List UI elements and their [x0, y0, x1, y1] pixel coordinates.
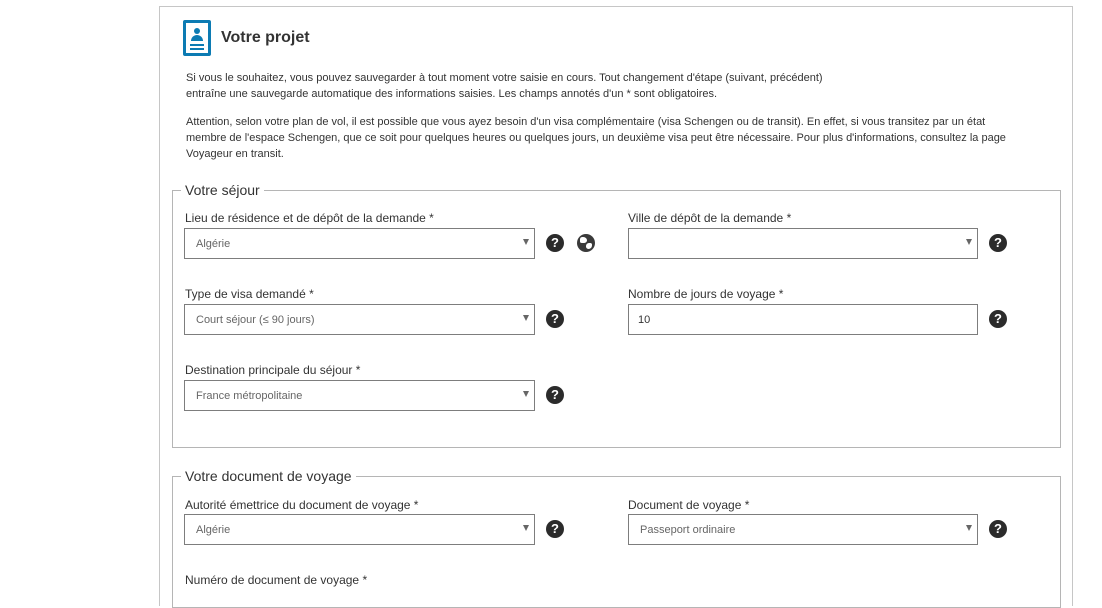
help-icon[interactable]: ? — [546, 520, 564, 538]
attention-line: membre de l'espace Schengen, que ce soit pour quelques heures ou quelques jours, un deuxième visa peut être nécessaire. Pour plus d'informations, consultez la page — [186, 132, 1006, 144]
destination-label: Destination principale du séjour * — [185, 363, 361, 377]
help-icon[interactable]: ? — [989, 234, 1007, 252]
jours-input[interactable]: 10 — [628, 304, 978, 335]
dropdown-caret-icon — [523, 239, 529, 245]
document-type-value: Passeport ordinaire — [640, 523, 736, 536]
residence-select[interactable] — [184, 228, 535, 259]
type-visa-label: Type de visa demandé * — [185, 287, 314, 301]
attention-line: Attention, selon votre plan de vol, il est possible que vous ayez besoin d'un visa complémentaire (visa Schengen ou de transit). En effet, si vous transitez par un état — [186, 116, 986, 128]
section-header — [183, 20, 310, 56]
numero-label: Numéro de document de voyage * — [185, 573, 368, 587]
residence-value: Algérie — [196, 237, 231, 250]
dropdown-caret-icon — [966, 525, 972, 531]
document-type-label: Document de voyage * — [628, 498, 750, 512]
destination-select[interactable] — [184, 380, 535, 411]
help-icon[interactable]: ? — [546, 310, 564, 328]
intro-line: Si vous le souhaitez, vous pouvez sauvegarder à tout moment votre saisie en cours. Tout changement d'étape (suivant, précédent) — [186, 72, 823, 84]
autorite-label: Autorité émettrice du document de voyage * — [185, 498, 419, 512]
sejour-legend: Votre séjour — [185, 182, 260, 198]
ville-label: Ville de dépôt de la demande * — [628, 211, 792, 225]
page-title: Votre projet — [221, 29, 310, 46]
ville-select[interactable] — [628, 228, 978, 259]
intro-line: entraîne une sauvegarde automatique des informations saisies. Les champs annotés d'un * sont obligatoires. — [186, 88, 718, 100]
jours-label: Nombre de jours de voyage * — [628, 287, 784, 301]
globe-icon[interactable] — [577, 234, 595, 252]
document-legend: Votre document de voyage — [185, 468, 352, 484]
destination-value: France métropolitaine — [196, 389, 303, 402]
attention-line: Voyageur en transit. — [186, 148, 284, 160]
dropdown-caret-icon — [523, 391, 529, 397]
document-user-icon — [183, 20, 211, 56]
attention-paragraph — [186, 114, 1062, 162]
intro-paragraph — [186, 70, 1062, 102]
autorite-value: Algérie — [196, 523, 231, 536]
help-icon[interactable]: ? — [546, 386, 564, 404]
help-icon[interactable]: ? — [989, 520, 1007, 538]
help-icon[interactable]: ? — [989, 310, 1007, 328]
residence-label: Lieu de résidence et de dépôt de la demande * — [185, 211, 434, 225]
type-visa-select[interactable] — [184, 304, 535, 335]
type-visa-value: Court séjour (≤ 90 jours) — [196, 313, 315, 326]
help-icon[interactable]: ? — [546, 234, 564, 252]
autorite-select[interactable] — [184, 514, 535, 545]
dropdown-caret-icon — [966, 239, 972, 245]
dropdown-caret-icon — [523, 525, 529, 531]
document-type-select[interactable] — [628, 514, 978, 545]
dropdown-caret-icon — [523, 315, 529, 321]
